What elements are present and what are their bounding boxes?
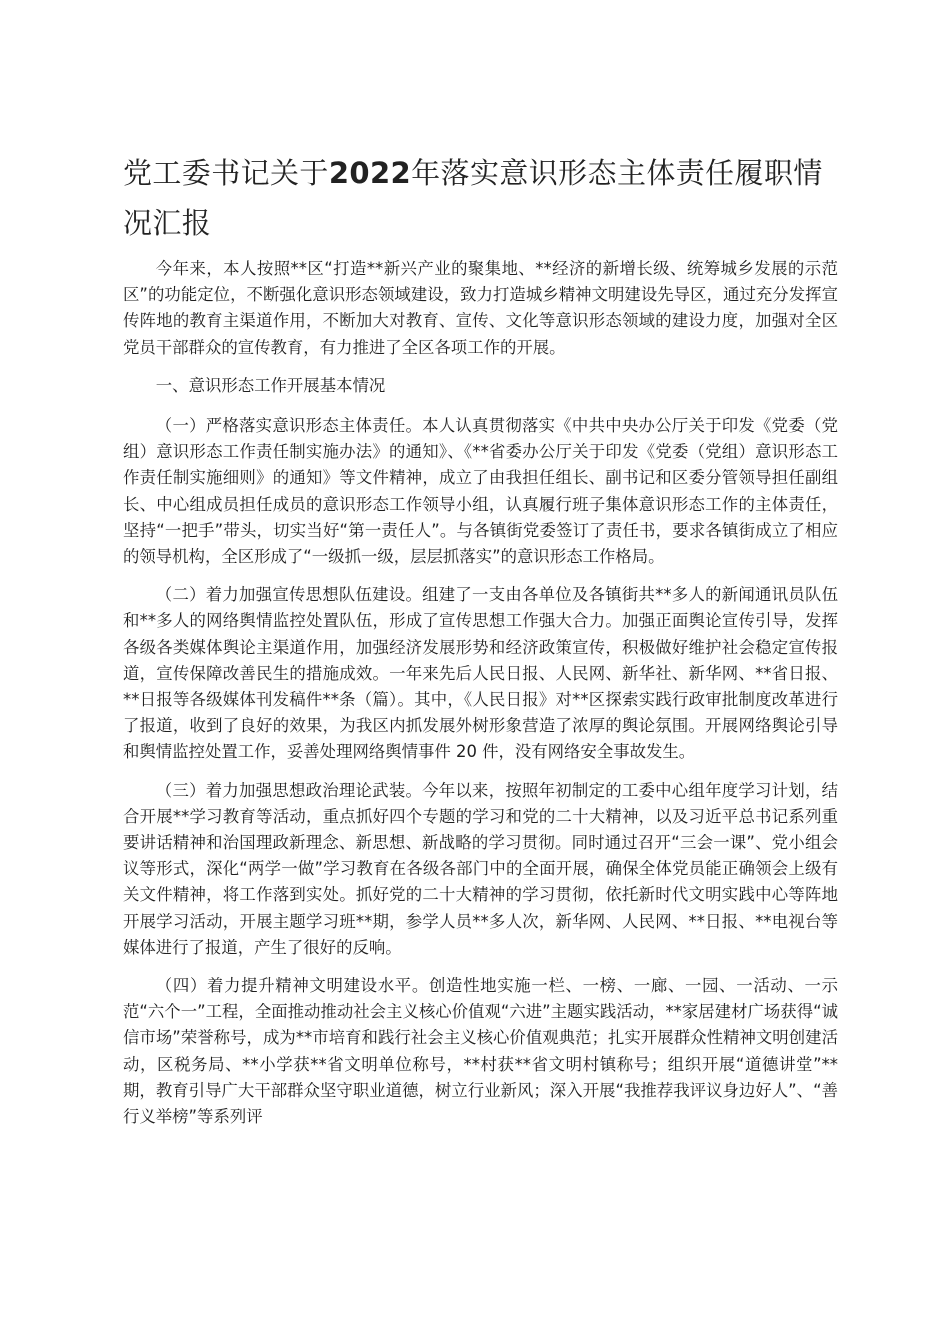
paragraph-1: （一）严格落实意识形态主体责任。本人认真贯彻落实《中共中央办公厅关于印发《党委（党组）意识形态工作责任制实施办法》的通知》、《**省委办公厅关于印发《党委（党组）意识形态工作责任制实施细则》的通知》等文件精神，成立了由我担任组长、副书记和区委分管领导担任副组长、中心组成员担任成员的意识形态工作领导小组，认真履行班子集体意识形态工作的主体责任，坚持“一把手”带头，切实当好“第一责任人”。与各镇街党委签订了责任书，要求各镇街成立了相应的领导机构，全区形成了“一级抓一级，层层抓落实”的意识形态工作格局。: [123, 416, 838, 567]
title-suffix: 年落实意识形态主体责任履职情况汇报: [123, 156, 823, 240]
section-heading: 一、意识形态工作开展基本情况: [155, 375, 386, 395]
title-prefix: 党工委书记关于: [123, 156, 329, 190]
document-body: [123, 256, 838, 1142]
paragraph-2: （二）着力加强宣传思想队伍建设。组建了一支由各单位及各镇街共**多人的新闻通讯员队伍和**多人的网络舆情监控处置队伍，形成了宣传思想工作强大合力。加强正面舆论宣传引导，发挥各级各类媒体舆论主渠道作用，加强经济发展形势和经济政策宣传，积极做好维护社会稳定宣传报道，宣传保障改善民生的措施成效。一年来先后人民日报、人民网、新华社、新华网、**省日报、**日报等各级媒体刊发稿件**条（篇）。其中，《人民日报》对**区探索实践行政审批制度改革进行了报道，收到了良好的效果，为我区内抓发展外树形象营造了浓厚的舆论氛围。开展网络舆论引导和舆情监控处置工作，妥善处理网络舆情事件 20 件，没有网络安全事故发生。: [123, 585, 838, 762]
paragraph-4: （四）着力提升精神文明建设水平。创造性地实施一栏、一榜、一廊、一园、一活动、一示范“六个一”工程，全面推动推动社会主义核心价值观“六进”主题实践活动，**家居建材广场获得“诚信市场”荣誉称号，成为**市培育和践行社会主义核心价值观典范；扎实开展群众性精神文明创建活动，区税务局、**小学获**省文明单位称号，**村获**省文明村镇称号；组织开展“道德讲堂”**期，教育引导广大干部群众坚守职业道德，树立行业新风；深入开展“我推荐我评议身边好人”、“善行义举榜”等系列评: [123, 976, 838, 1127]
title-year: 2022: [328, 156, 412, 190]
document-title: [123, 148, 838, 248]
intro-paragraph: 今年来，本人按照**区“打造**新兴产业的聚集地、**经济的新增长级、统筹城乡发展的示范区”的功能定位，不断强化意识形态领域建设，致力打造城乡精神文明建设先导区，通过充分发挥宣传阵地的教育主渠道作用，不断加大对教育、宣传、文化等意识形态领域的建设力度，加强对全区党员干部群众的宣传教育，有力推进了全区各项工作的开展。: [123, 259, 838, 357]
paragraph-3: （三）着力加强思想政治理论武装。今年以来，按照年初制定的工委中心组年度学习计划，结合开展**学习教育等活动，重点抓好四个专题的学习和党的二十大精神，以及习近平总书记系列重要讲话精神和治国理政新理念、新思想、新战略的学习贯彻。同时通过召开“三会一课”、党小组会议等形式，深化“两学一做”学习教育在各级各部门中的全面开展，确保全体党员能正确领会上级有关文件精神，将工作落到实处。抓好党的二十大精神的学习贯彻，依托新时代文明实践中心等阵地开展学习活动，开展主题学习班**期，参学人员**多人次，新华网、人民网、**日报、**电视台等媒体进行了报道，产生了很好的反响。: [123, 780, 838, 957]
